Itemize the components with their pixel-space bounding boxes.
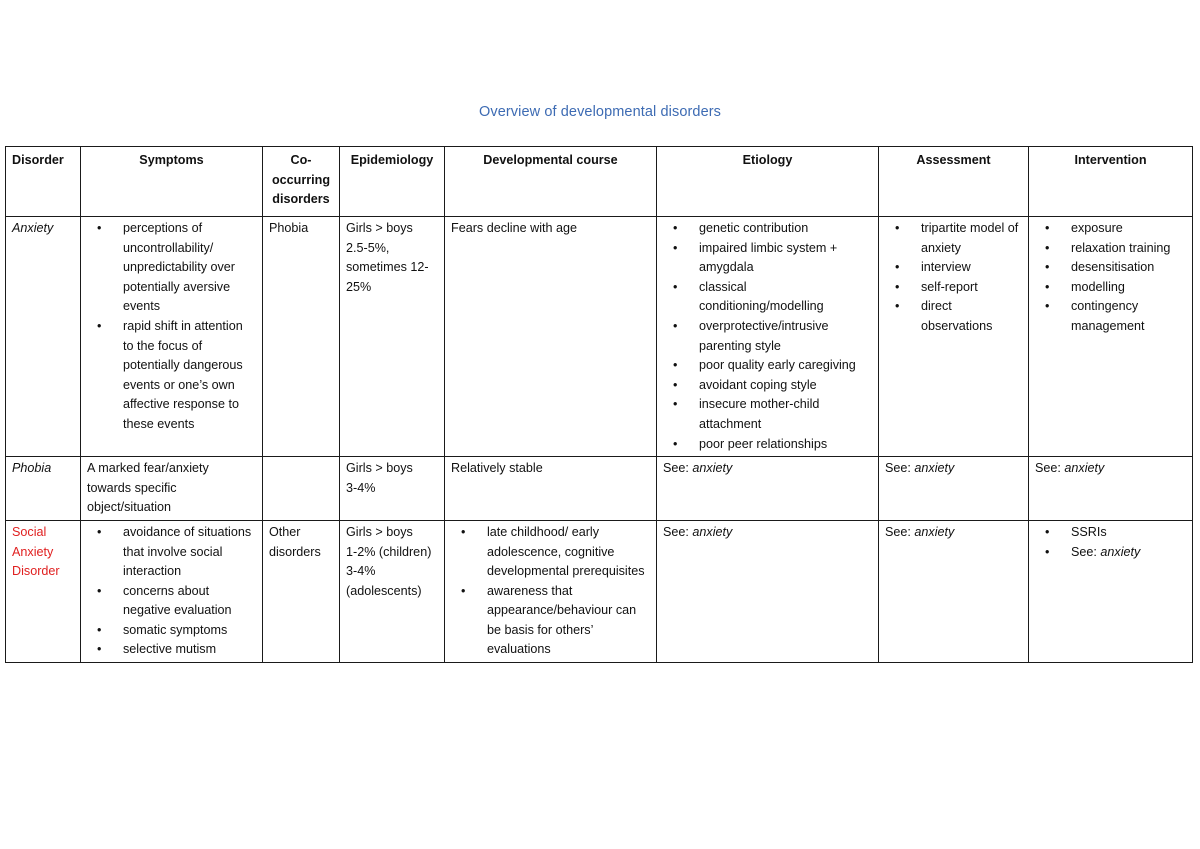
see-target: anxiety (914, 461, 955, 476)
disorder-cell: Social Anxiety Disorder (6, 520, 81, 662)
list-item: • avoidant coping style (663, 376, 872, 396)
header-intervention: Intervention (1029, 147, 1193, 217)
list-item: • classical conditioning/modelling (663, 278, 872, 317)
disorder-cell: Anxiety (6, 217, 81, 457)
list-item: • relaxation training (1035, 239, 1186, 259)
list-item (1035, 543, 1186, 563)
list-item: • SSRIs (1035, 523, 1186, 543)
epidemiology-line: Girls > boys (346, 221, 413, 235)
table-row-phobia (6, 457, 1193, 521)
list-item: • overprotective/intrusive parenting style (663, 317, 872, 356)
symptoms-cell: A marked fear/anxiety towards specific object/situation (81, 457, 263, 521)
table-row-anxiety (6, 217, 1193, 457)
course-cell: Relatively stable (445, 457, 657, 521)
epidemiology-cell (340, 457, 445, 521)
cooccurring-cell: Other disorders (263, 520, 340, 662)
overview-table (5, 146, 1193, 663)
course-list (451, 523, 650, 660)
header-symptoms: Symptoms (81, 147, 263, 217)
list-item: • desensitisation (1035, 258, 1186, 278)
intervention-cell (1029, 457, 1193, 521)
epidemiology-line: 3-4% (346, 480, 376, 495)
etiology-cell (657, 457, 879, 521)
header-etiology: Etiology (657, 147, 879, 217)
list-item: • concerns about negative evaluation (87, 582, 256, 621)
list-item: • self-report (885, 278, 1022, 298)
symptoms-list (87, 219, 256, 435)
list-item: • interview (885, 258, 1022, 278)
see-prefix: See: (663, 524, 693, 539)
intervention-cell (1029, 217, 1193, 457)
list-item: • poor quality early caregiving (663, 356, 872, 376)
list-item: • rapid shift in attention to the focus of potentially dangerous events or one’s own affective response to these events (87, 317, 256, 435)
course-cell (445, 520, 657, 662)
cooccurring-cell (263, 457, 340, 521)
see-prefix: See: (663, 461, 693, 476)
assessment-list (885, 219, 1022, 337)
see-prefix: See: (1035, 461, 1065, 476)
symptoms-cell (81, 217, 263, 457)
list-item: • impaired limbic system + amygdala (663, 239, 872, 278)
list-item: • late childhood/ early adolescence, cognitive developmental prerequisites (451, 523, 650, 582)
see-target: anxiety (1064, 461, 1105, 476)
intervention-list (1035, 219, 1186, 337)
assessment-cell (879, 457, 1029, 521)
list-item: • contingency management (1035, 297, 1186, 336)
disorder-cell: Phobia (6, 457, 81, 521)
assessment-cell (879, 520, 1029, 662)
cooccurring-cell: Phobia (263, 217, 340, 457)
see-target: anxiety (1100, 544, 1141, 559)
etiology-cell (657, 520, 879, 662)
epidemiology-cell (340, 217, 445, 457)
header-course: Developmental course (445, 147, 657, 217)
intervention-cell (1029, 520, 1193, 662)
list-item: • perceptions of uncontrollability/ unpredictability over potentially aversive events (87, 219, 256, 317)
epidemiology-cell (340, 520, 445, 662)
symptoms-cell (81, 520, 263, 662)
course-cell: Fears decline with age (445, 217, 657, 457)
list-item: • genetic contribution (663, 219, 872, 239)
list-item: • awareness that appearance/behaviour can be basis for others’ evaluations (451, 582, 650, 660)
list-item: • direct observations (885, 297, 1022, 336)
etiology-list (663, 219, 872, 454)
header-epidemiology: Epidemiology (340, 147, 445, 217)
see-target: anxiety (914, 524, 955, 539)
list-item: • tripartite model of anxiety (885, 219, 1022, 258)
table-row-social-anxiety (6, 520, 1193, 662)
see-target: anxiety (692, 524, 733, 539)
list-item: • avoidance of situations that involve social interaction (87, 523, 256, 582)
assessment-cell (879, 217, 1029, 457)
epidemiology-line: 1-2% (children) (346, 544, 432, 559)
list-item: • selective mutism (87, 640, 256, 660)
list-item: • insecure mother-child attachment (663, 395, 872, 434)
list-item: • modelling (1035, 278, 1186, 298)
header-cooccurring: Co-occurring disorders (263, 147, 340, 217)
header-row (6, 147, 1193, 217)
see-prefix: See: (885, 524, 915, 539)
epidemiology-line: 3-4% (adolescents) (346, 564, 422, 598)
page-title: Overview of developmental disorders (478, 104, 722, 120)
header-assessment: Assessment (879, 147, 1029, 217)
epidemiology-line: Girls > boys (346, 461, 413, 476)
see-prefix: See: (885, 461, 915, 476)
list-item: • poor peer relationships (663, 435, 872, 455)
intervention-list (1035, 523, 1186, 562)
list-item: • somatic symptoms (87, 621, 256, 641)
see-prefix: See: (1071, 544, 1101, 559)
symptoms-list (87, 523, 256, 660)
list-item: • exposure (1035, 219, 1186, 239)
see-target: anxiety (692, 461, 733, 476)
epidemiology-line: 2.5-5%, sometimes 12-25% (346, 240, 429, 294)
epidemiology-line: Girls > boys (346, 524, 413, 539)
header-disorder: Disorder (6, 147, 81, 217)
etiology-cell (657, 217, 879, 457)
